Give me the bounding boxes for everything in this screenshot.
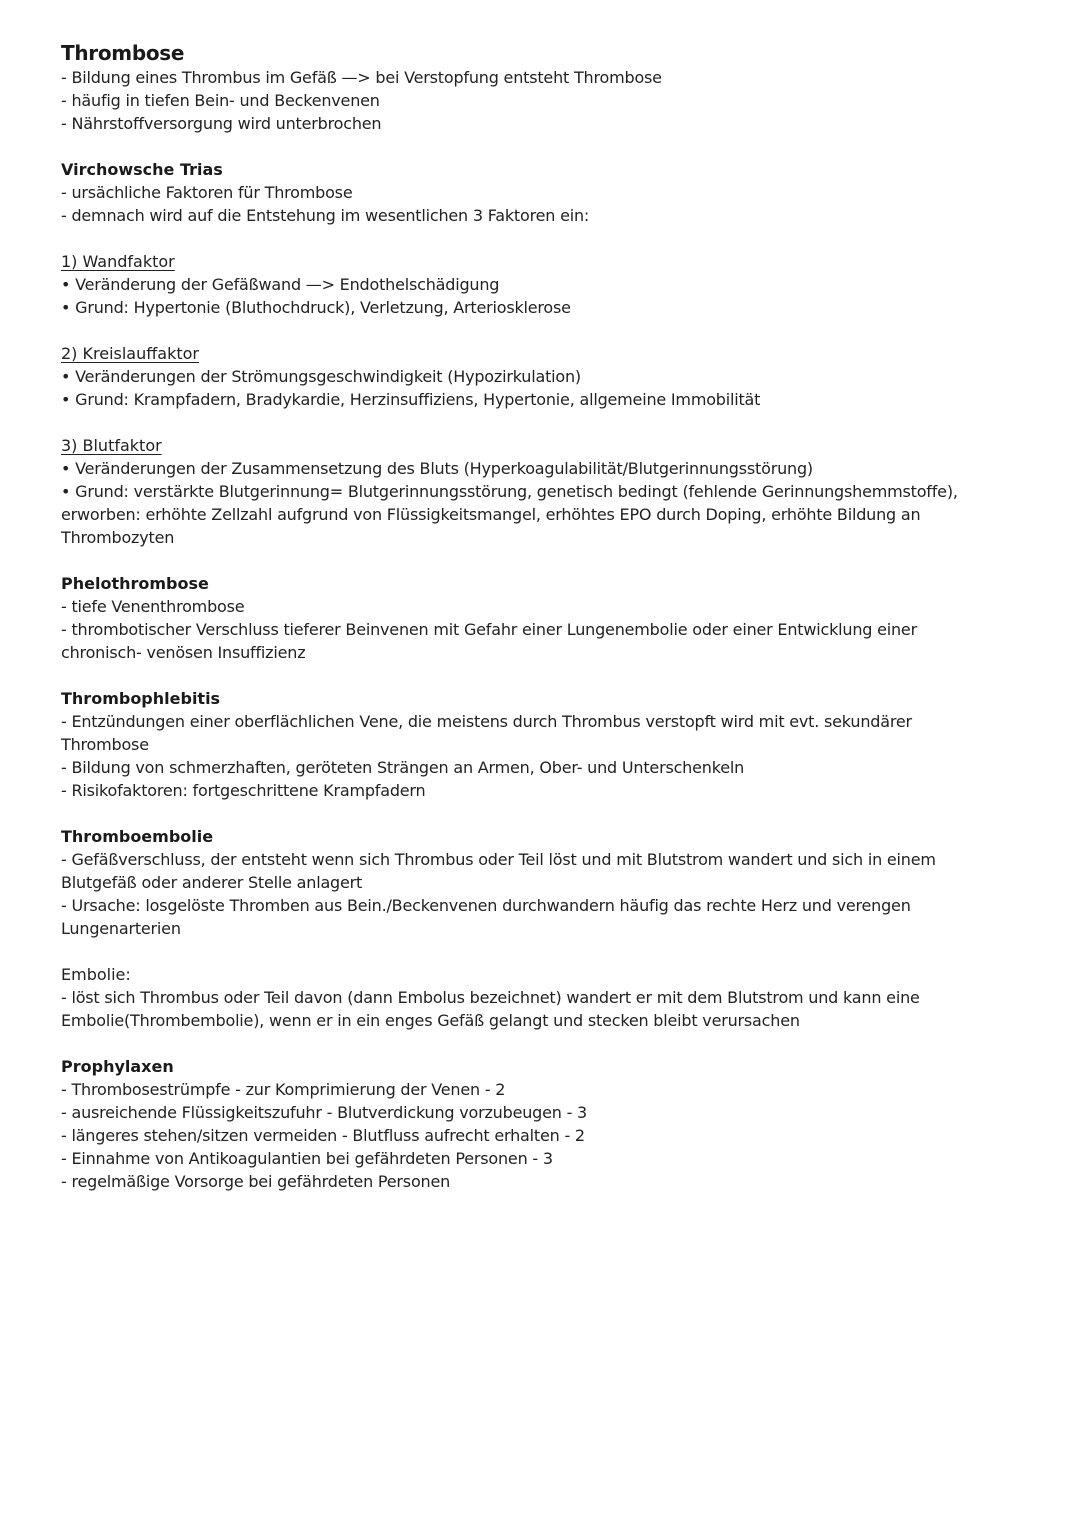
list-item: - ausreichende Flüssigkeitszufuhr - Blutverdickung vorzubeugen - 3 xyxy=(61,1103,588,1122)
section-thrombose xyxy=(61,40,1051,135)
text-line: - häufig in tiefen Bein- und Beckenvenen xyxy=(61,91,380,110)
text-line: Blutgefäß oder anderer Stelle anlagert xyxy=(61,873,363,892)
text-line: - ursächliche Faktoren für Thrombose xyxy=(61,183,353,202)
text-line: - tiefe Venenthrombose xyxy=(61,597,245,616)
text-line: - Bildung eines Thrombus im Gefäß —> bei Verstopfung entsteht Thrombose xyxy=(61,68,662,87)
section-virchowsche-trias xyxy=(61,158,1051,227)
section-thrombophlebitis xyxy=(61,687,1051,802)
bullet-line: • Grund: Hypertonie (Bluthochdruck), Verletzung, Arteriosklerose xyxy=(61,298,571,317)
text-line: - Bildung von schmerzhaften, geröteten Strängen an Armen, Ober- und Unterschenkeln xyxy=(61,758,745,777)
text-line: - Risikofaktoren: fortgeschrittene Krampfadern xyxy=(61,781,426,800)
bullet-line: • Grund: verstärkte Blutgerinnung= Blutgerinnungsstörung, genetisch bedingt (fehlende Gerinnungshemmstoffe), xyxy=(61,482,958,501)
section-heading: Embolie: xyxy=(61,965,131,984)
subsection-heading: 2) Kreislauffaktor xyxy=(61,344,199,363)
bullet-line: • Veränderungen der Strömungsgeschwindigkeit (Hypozirkulation) xyxy=(61,367,581,386)
section-phelothrombose xyxy=(61,572,1051,664)
subsection-heading: 1) Wandfaktor xyxy=(61,252,175,271)
text-line: - Ursache: losgelöste Thromben aus Bein./Beckenvenen durchwandern häufig das rechte Herz und verengen xyxy=(61,896,911,915)
section-kreislauffaktor xyxy=(61,342,1051,411)
section-thromboembolie xyxy=(61,825,1051,940)
page-title: Thrombose xyxy=(61,41,185,65)
list-item: - Thrombosestrümpfe - zur Komprimierung der Venen - 2 xyxy=(61,1080,506,1099)
text-line: Embolie(Thrombembolie), wenn er in ein enges Gefäß gelangt und stecken bleibt verursachen xyxy=(61,1011,800,1030)
section-embolie xyxy=(61,963,1051,1032)
text-line: Thrombose xyxy=(61,735,149,754)
text-line: chronisch- venösen Insuffizienz xyxy=(61,643,306,662)
text-line: - löst sich Thrombus oder Teil davon (dann Embolus bezeichnet) wandert er mit dem Blutstrom und kann eine xyxy=(61,988,920,1007)
bullet-line: • Veränderung der Gefäßwand —> Endothelschädigung xyxy=(61,275,500,294)
section-heading: Thromboembolie xyxy=(61,827,214,846)
text-line: - Nährstoffversorgung wird unterbrochen xyxy=(61,114,382,133)
section-heading: Prophylaxen xyxy=(61,1057,174,1076)
text-line: Lungenarterien xyxy=(61,919,181,938)
document-page xyxy=(61,40,1051,1216)
section-heading: Phelothrombose xyxy=(61,574,209,593)
list-item: - Einnahme von Antikoagulantien bei gefährdeten Personen - 3 xyxy=(61,1149,553,1168)
text-line: - demnach wird auf die Entstehung im wesentlichen 3 Faktoren ein: xyxy=(61,206,590,225)
text-line: Thrombozyten xyxy=(61,528,175,547)
list-item: - längeres stehen/sitzen vermeiden - Blutfluss aufrecht erhalten - 2 xyxy=(61,1126,585,1145)
section-wandfaktor xyxy=(61,250,1051,319)
bullet-line: • Veränderungen der Zusammensetzung des Bluts (Hyperkoagulabilität/Blutgerinnungsstörung) xyxy=(61,459,813,478)
section-heading: Virchowsche Trias xyxy=(61,160,223,179)
section-prophylaxen xyxy=(61,1055,1051,1193)
list-item: - regelmäßige Vorsorge bei gefährdeten Personen xyxy=(61,1172,451,1191)
section-heading: Thrombophlebitis xyxy=(61,689,221,708)
text-line: - Entzündungen einer oberflächlichen Vene, die meistens durch Thrombus verstopft wird mit evt. sekundärer xyxy=(61,712,912,731)
text-line: - thrombotischer Verschluss tieferer Beinvenen mit Gefahr einer Lungenembolie oder einer Entwicklung einer xyxy=(61,620,917,639)
subsection-heading: 3) Blutfaktor xyxy=(61,436,162,455)
bullet-line: • Grund: Krampfadern, Bradykardie, Herzinsuffiziens, Hypertonie, allgemeine Immobilität xyxy=(61,390,761,409)
text-line: erworben: erhöhte Zellzahl aufgrund von Flüssigkeitsmangel, erhöhtes EPO durch Doping, erhöhte Bildung an xyxy=(61,505,921,524)
section-blutfaktor xyxy=(61,434,1051,549)
text-line: - Gefäßverschluss, der entsteht wenn sich Thrombus oder Teil löst und mit Blutstrom wandert und sich in einem xyxy=(61,850,936,869)
